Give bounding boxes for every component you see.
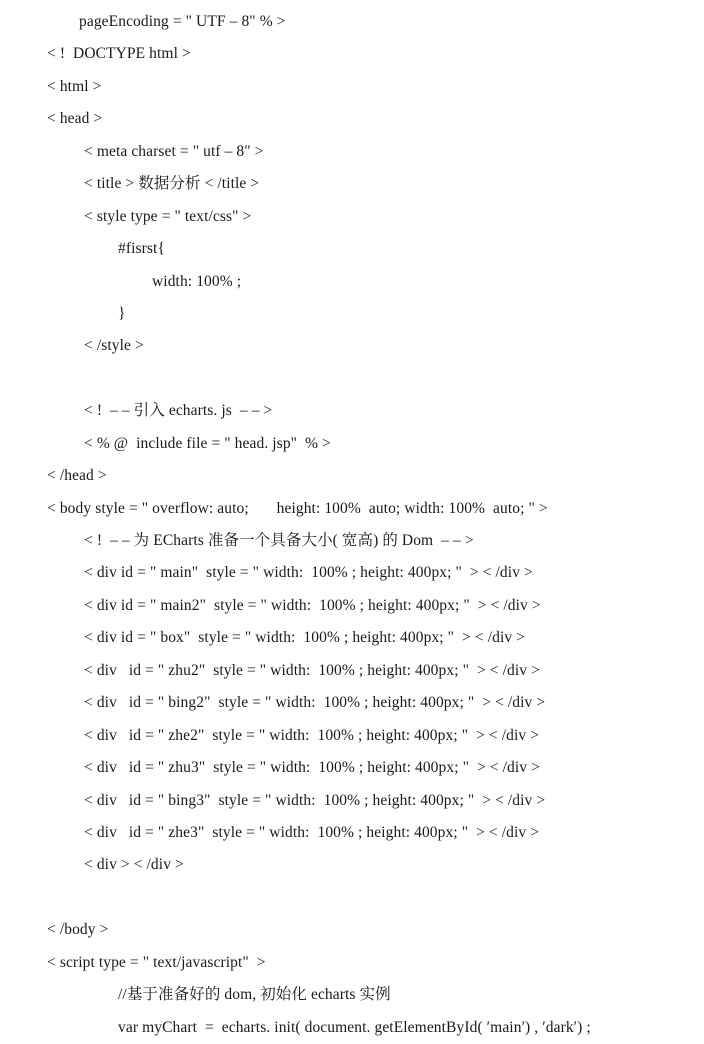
code-line: < body style = " overflow: auto; height: 100% auto; width: 100% auto; " > (47, 499, 548, 517)
code-line: < title > 数据分析 < /title > (84, 175, 260, 193)
code-line: < div id = " zhe3" style = " width: 100% ; height: 400px; " > < /div > (84, 823, 540, 841)
code-document (0, 6, 704, 1044)
code-line: < style type = " text/css" > (84, 207, 252, 225)
code-line: < script type = " text/javascript" > (47, 953, 266, 971)
code-line: < div id = " zhu3" style = " width: 100% ; height: 400px; " > < /div > (84, 759, 540, 777)
code-line: < meta charset = " utf – 8" > (84, 142, 264, 160)
code-line: < div > < /div > (84, 856, 184, 874)
blank-line (0, 882, 704, 914)
code-line: width: 100% ; (152, 272, 242, 290)
code-line: < % @ include file = " head. jsp" % > (84, 434, 331, 452)
code-line: < ! – – 引入 echarts. js – – > (84, 402, 273, 420)
code-comment-line: //基于准备好的 dom, 初始化 echarts 实例 (118, 986, 391, 1004)
code-line: < div id = " box" style = " width: 100% ; height: 400px; " > < /div > (84, 629, 526, 647)
code-line: < div id = " main2" style = " width: 100% ; height: 400px; " > < /div > (84, 596, 541, 614)
code-line: var myChart = echarts. init( document. getElementById( ′main′) , ′dark′) ; (118, 1018, 591, 1036)
code-line: } (118, 304, 126, 322)
code-line: < /body > (47, 921, 109, 939)
code-line: < html > (47, 77, 102, 95)
code-line: < div id = " zhu2" style = " width: 100% ; height: 400px; " > < /div > (84, 661, 540, 679)
code-line: < div id = " main" style = " width: 100% ; height: 400px; " > < /div > (84, 564, 533, 582)
code-line: < head > (47, 110, 103, 128)
code-line: < /style > (84, 337, 144, 355)
code-line: < ! DOCTYPE html > (47, 45, 191, 63)
code-line: < div id = " bing2" style = " width: 100% ; height: 400px; " > < /div > (84, 694, 546, 712)
code-line: < /head > (47, 467, 107, 485)
code-line: #fisrst{ (118, 240, 165, 258)
code-line: < div id = " bing3" style = " width: 100% ; height: 400px; " > < /div > (84, 791, 546, 809)
code-line: < ! – – 为 ECharts 准备一个具备大小( 宽高) 的 Dom – – > (84, 532, 474, 549)
code-line: pageEncoding = " UTF – 8" % > (79, 13, 286, 30)
blank-line (0, 363, 704, 395)
code-line: < div id = " zhe2" style = " width: 100% ; height: 400px; " > < /div > (84, 726, 540, 744)
